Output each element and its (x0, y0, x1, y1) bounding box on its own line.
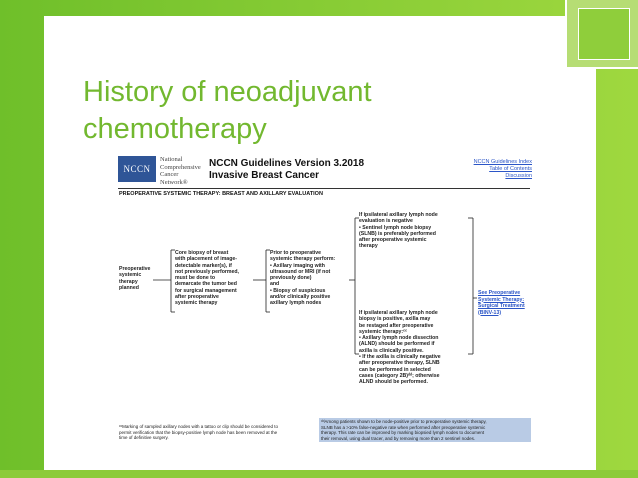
link-discussion[interactable]: Discussion (505, 173, 532, 179)
link-see-preoperative-therapy[interactable]: See Preoperative Systemic Therapy: Surgical Treatment (BINV-13) (478, 290, 525, 316)
node-prior-to-therapy: Prior to preoperative systemic therapy perform: • Axillary imaging with ultrasound or MRI (if not previously done) and • Biopsy of suspicious and/or clinically positive axillary lymph nodes (270, 250, 336, 307)
footnote-cc: ᶜᶜMarking of sampled axillary nodes with a tattoo or clip should be considered to permit verification that the biopsy-positive lymph node has been removed at the time of definitive surgery. (119, 424, 279, 440)
link-table-of-contents[interactable]: Table of Contents (489, 166, 532, 172)
slide-title-line2: chemotherapy (83, 113, 267, 145)
footnote-dd: ᵈᵈAmong patients shown to be node-positive prior to preoperative systemic therapy, SLNB has a >10% false-negative rate when performed after preoperative systemic therapy. This rate can be improved by marking biopsied lymph nodes to document their removal, using dual tracer, and by removing more than 2 sentinel nodes. (319, 418, 531, 442)
logo-line: Network® (160, 178, 188, 186)
logo-line: Cancer (160, 171, 179, 178)
guideline-topic: Invasive Breast Cancer (209, 170, 320, 181)
bottom-decoration-strip (0, 470, 638, 478)
nccn-logo-box: NCCN (118, 156, 156, 182)
logo-line: National (160, 156, 183, 163)
slide-title (83, 74, 413, 148)
link-guidelines-index[interactable]: NCCN Guidelines Index (473, 159, 532, 165)
node-preoperative-planned: Preoperative systemic therapy planned (119, 266, 151, 291)
node-axilla-positive: If ipsilateral axillary lymph node biopsy is positive, axilla may be restaged after preoperative systemic therapy:ᶜᶜ • Axillary lymph node dissection (ALND) should be performed if axilla is clinically positive. • If the axilla is clinically negative after preoperative therapy, SLNB can be performed in selected cases (category 2B)ᵈᵈ; otherwise ALND should be performed. (359, 310, 441, 386)
node-core-biopsy: Core biopsy of breast with placement of image- detectable marker(s), if not previously performed, must be done to demarcate the tumor bed for surgical management after preoperative systemic therapy (175, 250, 239, 307)
corner-decoration-inner (578, 8, 630, 60)
guideline-image (113, 150, 540, 455)
logo-line: Comprehensive (160, 163, 201, 171)
slide-title-line1: History of neoadjuvant (83, 76, 372, 108)
guideline-version: NCCN Guidelines Version 3.2018 (209, 158, 365, 169)
node-axilla-negative: If ipsilateral axillary lymph node evaluation is negative • Sentinel lymph node biopsy (SLNB) is preferably performed after preoperative systemic therapy (359, 212, 438, 250)
section-heading: PREOPERATIVE SYSTEMIC THERAPY: BREAST AND AXILLARY EVALUATION (119, 191, 323, 197)
